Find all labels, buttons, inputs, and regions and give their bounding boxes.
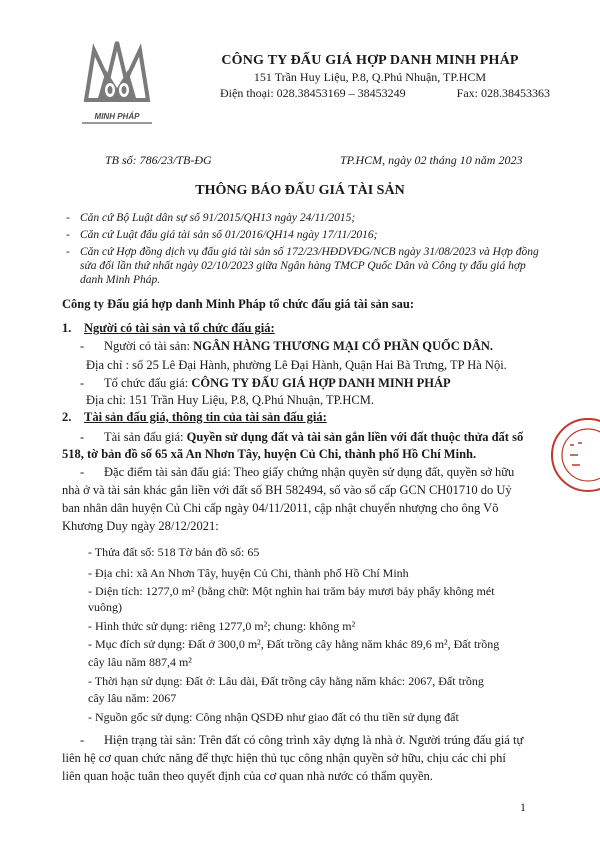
detail-term: - Thời hạn sử dụng: Đất ở: Lâu dài, Đất trồng cây hằng năm khác: 2067, Đất trồng [88,674,484,688]
company-address: 151 Trần Huy Liệu, P.8, Q.Phú Nhuận, TP.HCM [253,70,487,84]
detail-term-cont: cây lâu năm: 2067 [88,691,177,705]
document-date: TP.HCM, ngày 02 tháng 10 năm 2023 [340,153,523,167]
section-1-heading: 1. Người có tài sản và tổ chức đấu giá: [62,321,275,335]
detail-usage-form: - Hình thức sử dụng: riêng 1277,0 m²; chung: không m² [88,619,356,633]
organizer-name: CÔNG TY ĐẤU GIÁ HỢP DANH MINH PHÁP [191,376,451,390]
status-line: - Hiện trạng tài sản: Trên đất có công trình xây dựng là nhà ở. Người trúng đấu giá tự [80,733,524,747]
detail-origin: - Nguồn gốc sử dụng: Công nhận QSDĐ như giao đất có thu tiền sử dụng đất [88,710,459,724]
basis-item: - Căn cứ Luật đấu giá tài sản số 01/2016/QH14 ngày 17/11/2016; [66,229,378,241]
status-line: liên hệ cơ quan chức năng để thực hiện thủ tục công nhận quyền sở hữu, chịu các chi phí [62,751,506,765]
feature-line: Khương Duy ngày 28/12/2021: [62,519,219,533]
basis-item: - Căn cứ Hợp đồng dịch vụ đấu giá tài sản số 172/23/HĐDVĐG/NCB ngày 31/08/2023 và Hợp đồng sửa đổi lần thứ nhất ngày 02/10/2023 giữa Ngân hàng TMCP Quốc Dân và Công ty đấu giá hợp danh Minh Pháp. [66,246,539,286]
feature-line: nhà ở và tài sản khác gắn liền với đất số BH 582494, số vào sổ cấp GCN CH01710 do Uỷ [62,483,512,497]
status-line: liên quan hoặc tuân theo quyết định của cơ quan nhà nước có thẩm quyền. [62,769,433,783]
logo-divider [82,122,152,124]
page-number: 1 [520,800,526,814]
detail-address: - Địa chỉ: xã An Nhơn Tây, huyện Củ Chi, thành phố Hồ Chí Minh [88,566,409,580]
logo-text: MINH PHÁP [94,112,140,121]
detail-area-cont: vuông) [88,600,122,614]
asset-line-cont: 518, tờ bản đồ số 65 xã An Nhơn Tây, huyện Củ Chi, thành phố Hồ Chí Minh. [62,447,477,461]
organizer-address: Địa chỉ: 151 Trần Huy Liệu, P.8, Q.Phú Nhuận, TP.HCM. [86,393,374,407]
detail-purpose: - Mục đích sử dụng: Đất ở 300,0 m², Đất trồng cây hằng năm khác 89,6 m², Đất trồng [88,637,500,651]
detail-area: - Diện tích: 1277,0 m² (bằng chữ: Một nghìn hai trăm bảy mươi bảy phẩy không mét [88,584,495,598]
company-name: CÔNG TY ĐẤU GIÁ HỢP DANH MINH PHÁP [221,53,519,68]
crown-logo-icon [78,40,156,112]
owner-name: NGÂN HÀNG THƯƠNG MẠI CỔ PHẦN QUỐC DÂN. [193,339,494,353]
owner-address: Địa chỉ : số 25 Lê Đại Hành, phường Lê Đại Hành, Quận Hai Bà Trưng, TP Hà Nội. [86,358,507,372]
company-header [220,53,550,101]
feature-line: ban nhân dân huyện Củ Chi cấp ngày 04/11/2011, cập nhật chuyển nhượng cho ông Võ [62,501,499,515]
asset-line: - Tài sản đấu giá: Quyền sử dụng đất và tài sản gắn liền với đất thuộc thửa đất số [80,430,524,444]
owner-line: - Người có tài sản: NGÂN HÀNG THƯƠNG MẠI CỔ PHẦN QUỐC DÂN. [80,339,494,353]
feature-line: - Đặc điểm tài sản đấu giá: Theo giấy chứng nhận quyền sử dụng đất, quyền sở hữu [80,465,515,479]
section-2-heading: 2. Tài sản đấu giá, thông tin của tài sản đấu giá: [62,410,327,424]
document-number: TB số: 786/23/TB-ĐG [105,153,212,167]
organizer-line: - Tổ chức đấu giá: CÔNG TY ĐẤU GIÁ HỢP DANH MINH PHÁP [80,376,451,390]
document-title: THÔNG BÁO ĐẤU GIÁ TÀI SẢN [195,183,405,198]
company-logo [78,40,156,126]
detail-parcel: - Thửa đất số: 518 Tờ bản đồ số: 65 [88,545,260,559]
company-fax: Fax: 028.38453363 [456,86,550,100]
company-stamp-icon [548,415,600,495]
company-phone: Điện thoại: 028.38453169 – 38453249 [220,86,406,100]
company-contact [220,86,550,101]
basis-item: - Căn cứ Bộ Luật dân sự số 91/2015/QH13 ngày 24/11/2015; [66,212,356,224]
intro-text: Công ty Đấu giá hợp danh Minh Pháp tổ chức đấu giá tài sản sau: [62,297,415,311]
detail-purpose-cont: cây lâu năm 887,4 m² [88,655,192,669]
